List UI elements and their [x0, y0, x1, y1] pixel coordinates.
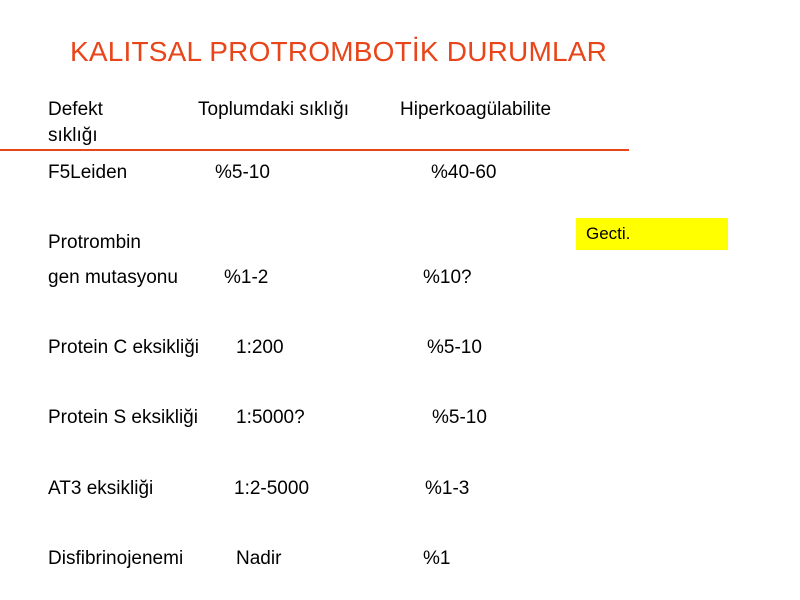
row-hypercoagulability: %5-10: [432, 407, 487, 428]
row-name: Disfibrinojenemi: [48, 548, 184, 569]
row-hypercoagulability: %5-10: [427, 337, 482, 358]
row-name: Protrombin: [48, 232, 141, 253]
status-note: Gecti.: [576, 218, 728, 250]
row-name: gen mutasyonu: [48, 267, 178, 288]
row-frequency: 1:5000?: [236, 407, 305, 428]
row-frequency: %5-10: [215, 162, 270, 183]
row-name: Protein S eksikliği: [48, 407, 198, 428]
row-name: AT3 eksikliği: [48, 478, 154, 499]
header-toplumdaki-sikligi: Toplumdaki sıklığı: [198, 99, 350, 120]
row-frequency: %1-2: [224, 267, 269, 288]
row-hypercoagulability: %1-3: [425, 478, 470, 499]
header-defekt: Defekt: [48, 99, 103, 120]
row-frequency: Nadir: [236, 548, 282, 569]
row-frequency: 1:200: [236, 337, 284, 358]
row-name: F5Leiden: [48, 162, 128, 183]
header-hiperkoagulabilite: Hiperkoagülabilite: [400, 99, 552, 120]
header-divider: [0, 149, 629, 151]
row-hypercoagulability: %10?: [423, 267, 472, 288]
row-name: Protein C eksikliği: [48, 337, 199, 358]
row-frequency: 1:2-5000: [234, 478, 310, 499]
row-hypercoagulability: %40-60: [431, 162, 497, 183]
header-sikligi: sıklığı: [48, 125, 98, 146]
row-hypercoagulability: %1: [423, 548, 451, 569]
slide-title: KALITSAL PROTROMBOTİK DURUMLAR: [70, 36, 608, 67]
